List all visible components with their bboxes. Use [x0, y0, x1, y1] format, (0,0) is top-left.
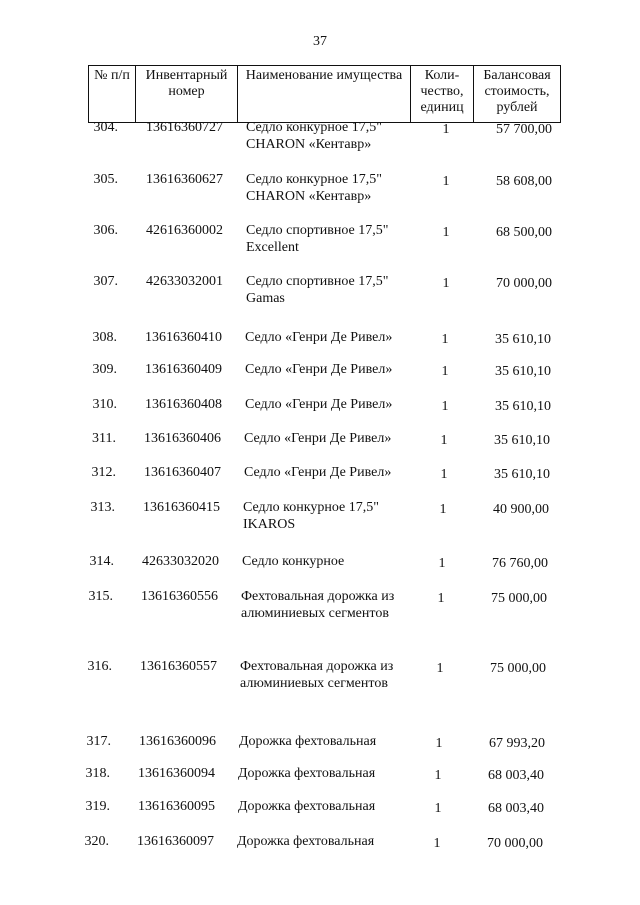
row-number: 310. — [92, 397, 117, 412]
row-inventory-number: 13616360094 — [138, 766, 215, 781]
header-name-label: Наименование имущества — [245, 68, 403, 83]
row-number: 308. — [92, 330, 117, 345]
row-inventory-number: 13616360407 — [144, 465, 221, 480]
row-inventory-number: 13616360409 — [145, 362, 222, 377]
header-cost-label: Балансовая стоимость, рублей — [483, 68, 551, 115]
row-cost: 76 760,00 — [492, 556, 548, 571]
row-inventory-number: 13616360727 — [146, 120, 223, 135]
row-inventory-number: 13616360627 — [146, 172, 223, 187]
row-item-name: Седло конкурное 17,5" CHARON «Кентавр» — [246, 172, 382, 204]
row-quantity: 1 — [440, 433, 448, 448]
row-cost: 58 608,00 — [496, 174, 552, 189]
row-item-name: Седло «Генри Де Ривел» — [245, 397, 393, 412]
row-inventory-number: 13616360557 — [140, 659, 217, 674]
row-quantity: 1 — [434, 768, 442, 783]
row-cost: 70 000,00 — [496, 276, 552, 291]
row-cost: 35 610,10 — [495, 364, 551, 379]
row-item-name: Седло «Генри Де Ривел» — [245, 330, 393, 345]
row-cost: 40 900,00 — [493, 502, 549, 517]
row-inventory-number: 13616360415 — [143, 500, 220, 515]
row-quantity: 1 — [442, 225, 450, 240]
row-inventory-number: 13616360556 — [141, 589, 218, 604]
row-item-name: Дорожка фехтовальная — [238, 766, 376, 781]
row-cost: 70 000,00 — [487, 836, 543, 851]
row-inventory-number: 42633032020 — [142, 554, 219, 569]
row-number: 318. — [85, 766, 110, 781]
row-item-name: Седло конкурное 17,5" CHARON «Кентавр» — [246, 120, 382, 152]
row-inventory-number: 13616360096 — [139, 734, 216, 749]
header-quantity-label: Коли-чество, единиц — [420, 68, 464, 115]
row-number: 312. — [91, 465, 116, 480]
row-item-name: Седло конкурное 17,5" IKAROS — [243, 500, 379, 532]
row-number: 304. — [93, 120, 118, 135]
row-quantity: 1 — [441, 332, 449, 347]
row-cost: 75 000,00 — [490, 661, 546, 676]
row-quantity: 1 — [439, 502, 447, 517]
row-item-name: Дорожка фехтовальная — [239, 734, 377, 749]
row-item-name: Фехтовальная дорожка из алюминиевых сегментов — [241, 589, 395, 621]
row-item-name: Седло спортивное 17,5" Gamas — [246, 274, 389, 306]
page-number: 37 — [313, 34, 327, 49]
row-cost: 35 610,10 — [494, 467, 550, 482]
row-quantity: 1 — [442, 122, 450, 137]
header-quantity — [411, 66, 474, 123]
row-number: 311. — [92, 431, 116, 446]
header-num — [89, 66, 136, 123]
header-num-label: № п/п — [94, 68, 130, 83]
header-cost — [474, 66, 561, 123]
row-quantity: 1 — [441, 399, 449, 414]
row-number: 307. — [93, 274, 118, 289]
row-cost: 75 000,00 — [491, 591, 547, 606]
row-number: 320. — [84, 834, 109, 849]
row-inventory-number: 42633032001 — [146, 274, 223, 289]
row-inventory-number: 13616360410 — [145, 330, 222, 345]
row-quantity: 1 — [433, 836, 441, 851]
row-cost: 35 610,10 — [495, 332, 551, 347]
row-number: 315. — [88, 589, 113, 604]
row-quantity: 1 — [436, 661, 444, 676]
row-cost: 68 003,40 — [488, 801, 544, 816]
row-item-name: Седло «Генри Де Ривел» — [244, 431, 392, 446]
row-cost: 57 700,00 — [496, 122, 552, 137]
row-quantity: 1 — [434, 801, 442, 816]
row-number: 316. — [87, 659, 112, 674]
row-number: 314. — [89, 554, 114, 569]
row-item-name: Седло «Генри Де Ривел» — [244, 465, 392, 480]
row-number: 313. — [90, 500, 115, 515]
row-inventory-number: 13616360408 — [145, 397, 222, 412]
header-name — [238, 66, 411, 123]
row-inventory-number: 42616360002 — [146, 223, 223, 238]
header-inventory-label: Инвентарный номер — [145, 68, 228, 99]
header-inventory — [136, 66, 238, 123]
row-quantity: 1 — [441, 364, 449, 379]
row-quantity: 1 — [438, 556, 446, 571]
row-item-name: Седло спортивное 17,5" Excellent — [246, 223, 389, 255]
row-inventory-number: 13616360406 — [144, 431, 221, 446]
row-cost: 35 610,10 — [494, 433, 550, 448]
row-quantity: 1 — [440, 467, 448, 482]
row-quantity: 1 — [442, 276, 450, 291]
row-cost: 68 003,40 — [488, 768, 544, 783]
row-item-name: Седло конкурное — [242, 554, 345, 569]
row-cost: 67 993,20 — [489, 736, 545, 751]
row-quantity: 1 — [437, 591, 445, 606]
row-item-name: Седло «Генри Де Ривел» — [245, 362, 393, 377]
row-number: 317. — [86, 734, 111, 749]
row-number: 309. — [92, 362, 117, 377]
row-cost: 35 610,10 — [495, 399, 551, 414]
row-inventory-number: 13616360095 — [138, 799, 215, 814]
row-item-name: Дорожка фехтовальная — [237, 834, 375, 849]
row-item-name: Фехтовальная дорожка из алюминиевых сегментов — [240, 659, 394, 691]
row-number: 305. — [93, 172, 118, 187]
row-number: 306. — [93, 223, 118, 238]
row-quantity: 1 — [435, 736, 443, 751]
row-item-name: Дорожка фехтовальная — [238, 799, 376, 814]
row-number: 319. — [85, 799, 110, 814]
row-cost: 68 500,00 — [496, 225, 552, 240]
row-quantity: 1 — [442, 174, 450, 189]
table-header — [88, 65, 561, 123]
row-inventory-number: 13616360097 — [137, 834, 214, 849]
